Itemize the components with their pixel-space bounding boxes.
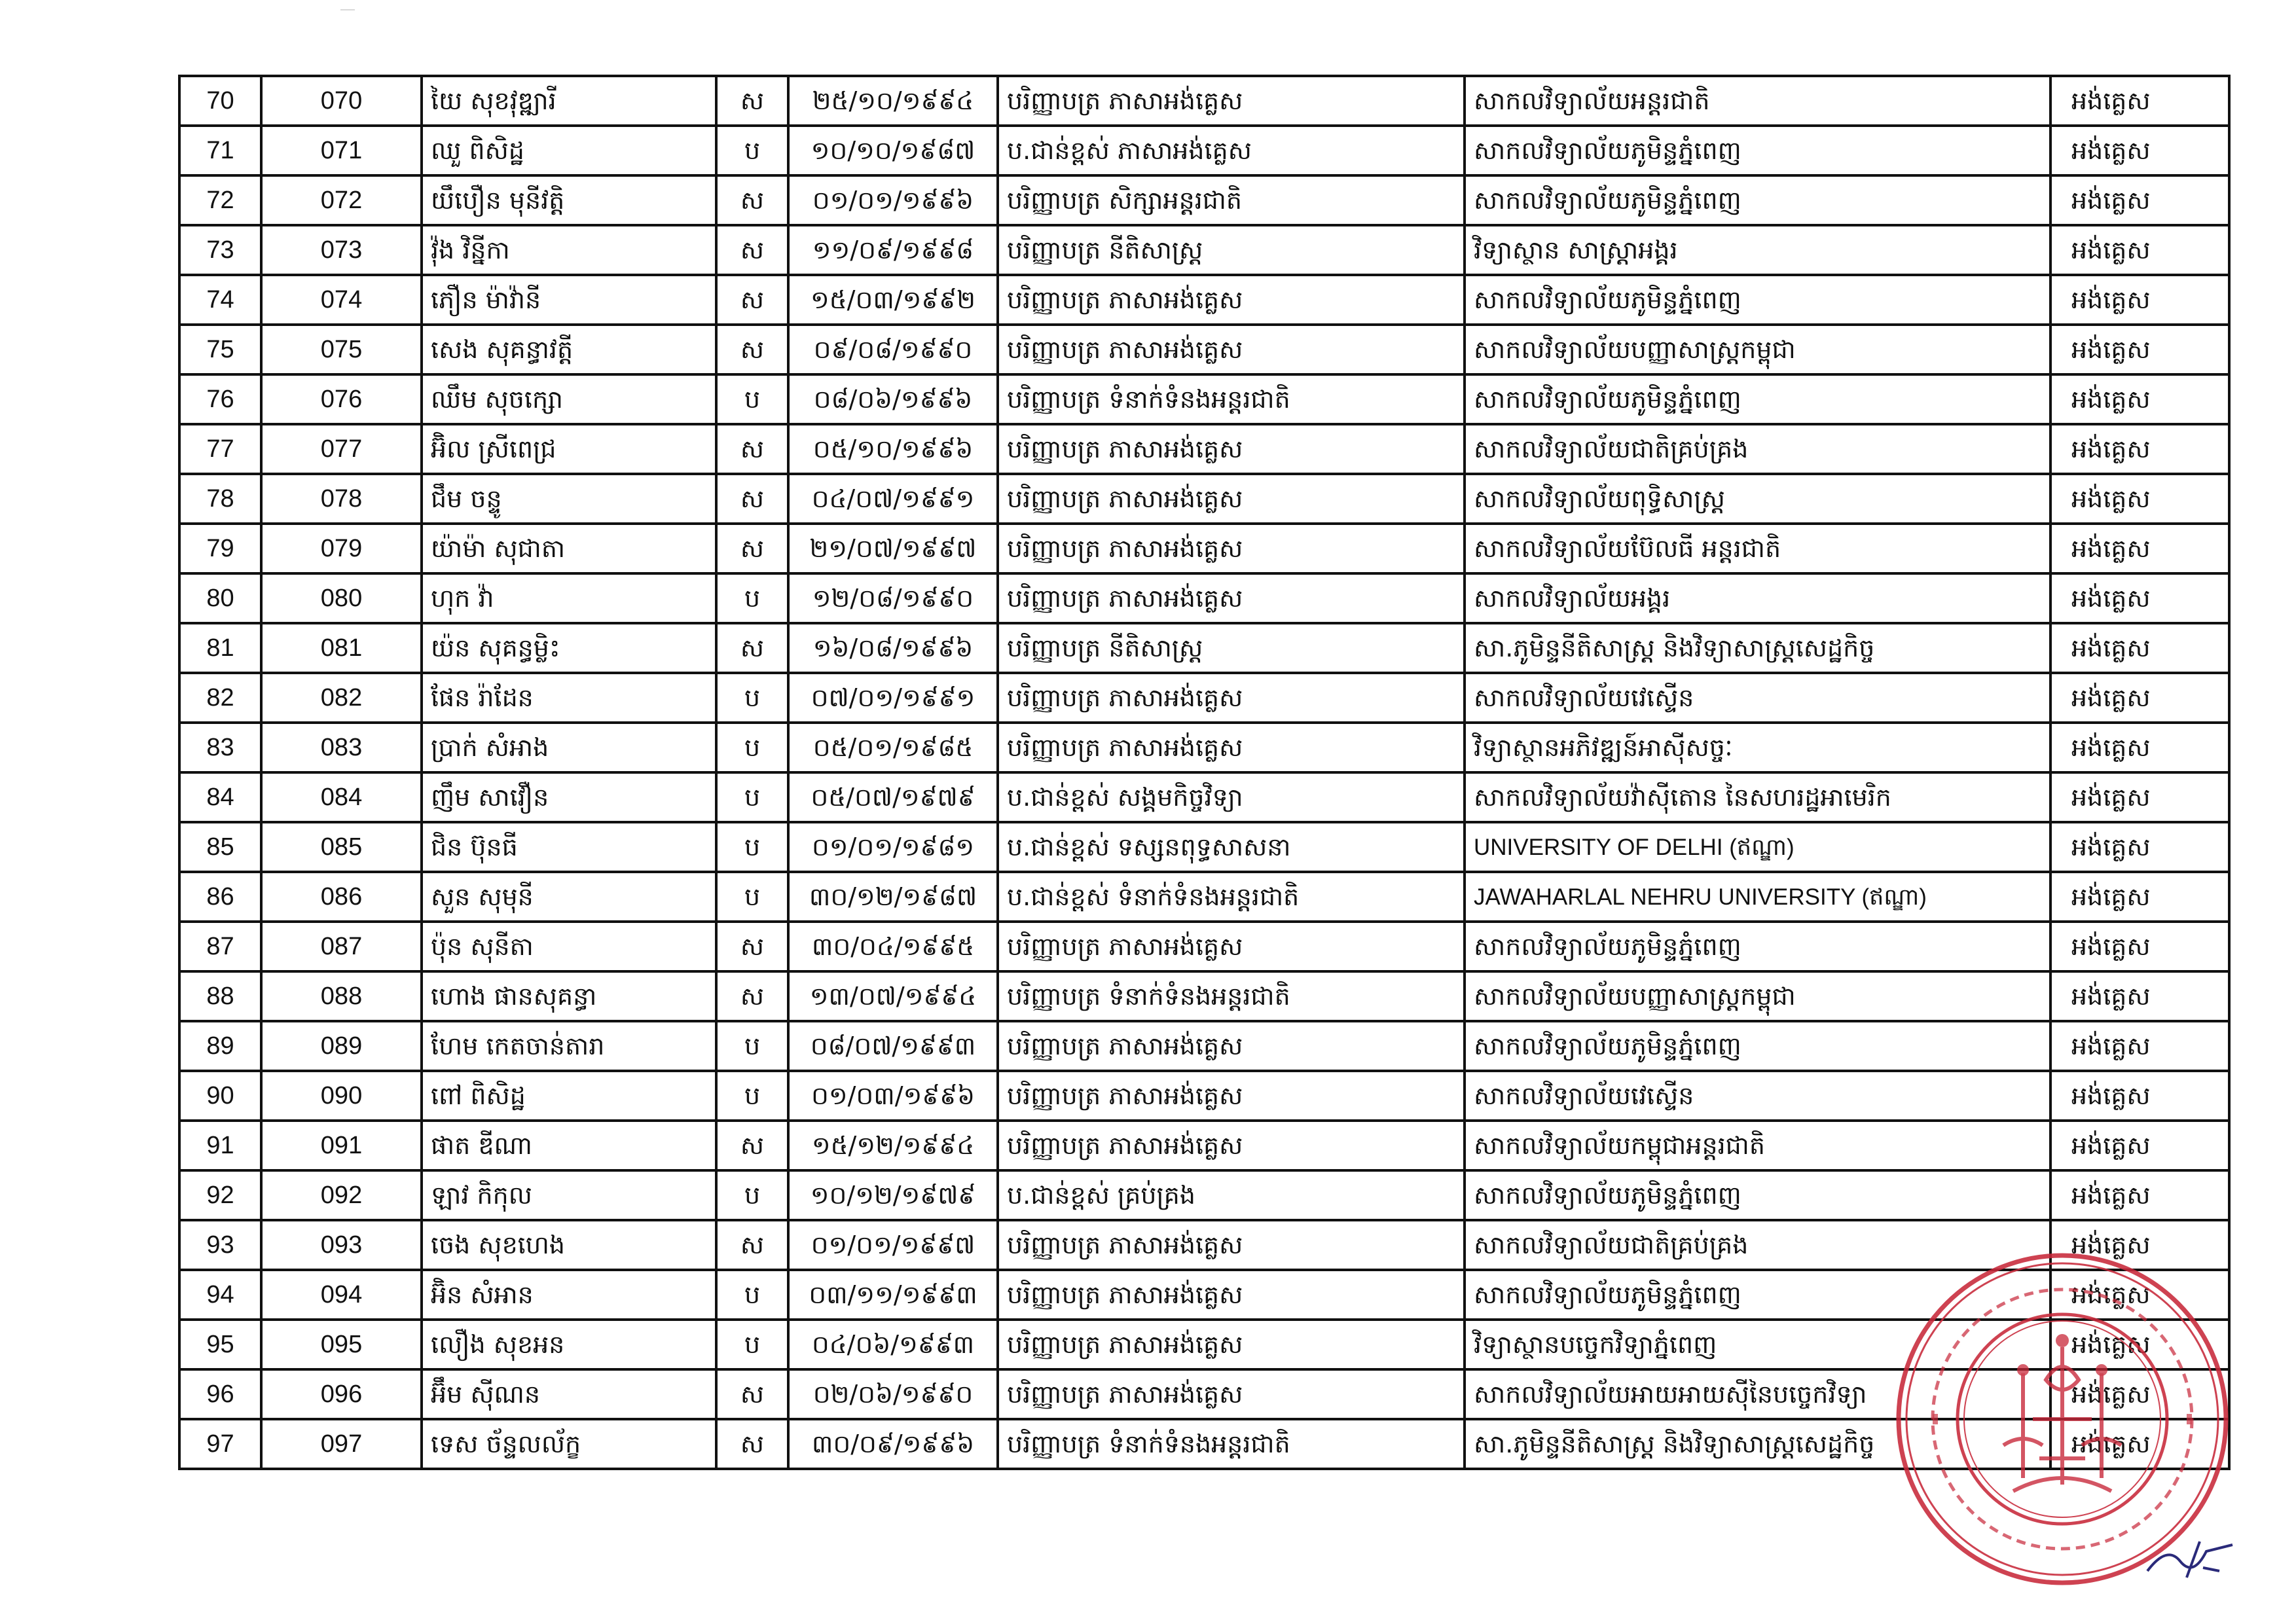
cell-name: យ៉ាម៉ា សុជាតា — [423, 525, 718, 575]
cell-code: 086 — [263, 873, 423, 923]
cell-name: ផែន រ៉ាដែន — [423, 674, 718, 724]
table-row — [181, 1122, 2231, 1172]
cell-name: ទេស ច័ន្ទលល័ក្ខ — [423, 1420, 718, 1470]
cell-sex: ប — [718, 1321, 790, 1371]
cell-dob: ២៥/១០/១៩៩៤ — [790, 77, 999, 127]
cell-dob: ២១/០៧/១៩៩៧ — [790, 525, 999, 575]
cell-degree: បរិញ្ញាបត្រ ភាសាអង់គ្លេស — [999, 425, 1466, 475]
cell-no: 88 — [181, 973, 263, 1022]
cell-code: 078 — [263, 475, 423, 525]
cell-language: អង់គ្លេស — [2052, 1172, 2231, 1221]
cell-sex: ស — [718, 425, 790, 475]
cell-code: 096 — [263, 1371, 423, 1420]
cell-degree: បរិញ្ញាបត្រ ភាសាអង់គ្លេស — [999, 1271, 1466, 1321]
cell-no: 93 — [181, 1221, 263, 1271]
cell-degree: បរិញ្ញាបត្រ នីតិសាស្ត្រ — [999, 624, 1466, 674]
cell-sex: ស — [718, 525, 790, 575]
table-row — [181, 624, 2231, 674]
cell-no: 82 — [181, 674, 263, 724]
cell-institution: សាកលវិទ្យាល័យភូមិន្ទភ្នំពេញ — [1466, 177, 2052, 226]
cell-name: ពៅ ពិសិដ្ឋ — [423, 1072, 718, 1122]
cell-dob: ៣០/០៩/១៩៩៦ — [790, 1420, 999, 1470]
cell-degree: បរិញ្ញាបត្រ ភាសាអង់គ្លេស — [999, 525, 1466, 575]
cell-institution: សាកលវិទ្យាល័យប៊ែលធី អន្តរជាតិ — [1466, 525, 2052, 575]
cell-sex: ប — [718, 376, 790, 425]
cell-name: ភឿន ម៉ាវ៉ានី — [423, 276, 718, 326]
cell-no: 94 — [181, 1271, 263, 1321]
cell-no: 71 — [181, 127, 263, 177]
cell-sex: ស — [718, 177, 790, 226]
cell-language: អង់គ្លេស — [2052, 425, 2231, 475]
cell-language: អង់គ្លេស — [2052, 1271, 2231, 1321]
table-row — [181, 674, 2231, 724]
cell-name: យៃ សុខវុឌ្ឍារី — [423, 77, 718, 127]
cell-dob: ១០/១០/១៩៨៧ — [790, 127, 999, 177]
cell-degree: បរិញ្ញាបត្រ ភាសាអង់គ្លេស — [999, 674, 1466, 724]
cell-name: ញឹម សាវឿន — [423, 774, 718, 823]
cell-dob: ០៨/០៧/១៩៩៣ — [790, 1022, 999, 1072]
cell-name: សេង សុគន្ធាវត្តី — [423, 326, 718, 376]
cell-dob: ០៤/០៦/១៩៩៣ — [790, 1321, 999, 1371]
cell-name: លឿង សុខអន — [423, 1321, 718, 1371]
table-row — [181, 1072, 2231, 1122]
cell-dob: ០១/០៣/១៩៩៦ — [790, 1072, 999, 1122]
cell-sex: ស — [718, 77, 790, 127]
cell-institution: សាកលវិទ្យាល័យវេស្ទើន — [1466, 1072, 2052, 1122]
cell-institution: សា.ភូមិន្ទនីតិសាស្ត្រ និងវិទ្យាសាស្ត្រសេដ្ឋកិច្ច — [1466, 1420, 2052, 1470]
cell-language: អង់គ្លេស — [2052, 575, 2231, 624]
table-row — [181, 276, 2231, 326]
cell-sex: ស — [718, 326, 790, 376]
cell-code: 095 — [263, 1321, 423, 1371]
cell-no: 86 — [181, 873, 263, 923]
cell-name: ចេង សុខហេង — [423, 1221, 718, 1271]
cell-code: 077 — [263, 425, 423, 475]
cell-degree: បរិញ្ញាបត្រ ភាសាអង់គ្លេស — [999, 575, 1466, 624]
cell-code: 072 — [263, 177, 423, 226]
cell-sex: ស — [718, 1122, 790, 1172]
cell-code: 087 — [263, 923, 423, 973]
table-row — [181, 77, 2231, 127]
cell-institution: JAWAHARLAL NEHRU UNIVERSITY (ឥណ្ឌា) — [1466, 873, 2052, 923]
cell-sex: ស — [718, 1420, 790, 1470]
cell-name: អ៊ិល ស្រីពេជ្រ — [423, 425, 718, 475]
cell-no: 89 — [181, 1022, 263, 1072]
cell-dob: ០៤/០៧/១៩៩១ — [790, 475, 999, 525]
cell-sex: ប — [718, 674, 790, 724]
cell-degree: បរិញ្ញាបត្រ ភាសាអង់គ្លេស — [999, 1221, 1466, 1271]
table-row — [181, 475, 2231, 525]
cell-code: 079 — [263, 525, 423, 575]
cell-dob: ១៥/០៣/១៩៩២ — [790, 276, 999, 326]
cell-name: ប្រាក់ សំអាង — [423, 724, 718, 774]
cell-no: 75 — [181, 326, 263, 376]
cell-dob: ០៥/០៧/១៩៧៩ — [790, 774, 999, 823]
cell-sex: ស — [718, 624, 790, 674]
cell-code: 076 — [263, 376, 423, 425]
cell-code: 097 — [263, 1420, 423, 1470]
cell-institution: សាកលវិទ្យាល័យអង្គរ — [1466, 575, 2052, 624]
cell-dob: ១១/០៩/១៩៩៨ — [790, 226, 999, 276]
cell-language: អង់គ្លេស — [2052, 1022, 2231, 1072]
cell-code: 083 — [263, 724, 423, 774]
cell-code: 089 — [263, 1022, 423, 1072]
cell-institution: សាកលវិទ្យាល័យពុទ្ធិសាស្ត្រ — [1466, 475, 2052, 525]
cell-name: សួន សុមុនី — [423, 873, 718, 923]
cell-institution: សាកលវិទ្យាល័យភូមិន្ទភ្នំពេញ — [1466, 1022, 2052, 1072]
cell-name: អ៊ឹម ស៊ីណន — [423, 1371, 718, 1420]
cell-degree: បរិញ្ញាបត្រ ទំនាក់ទំនងអន្តរជាតិ — [999, 376, 1466, 425]
cell-dob: ០៥/១០/១៩៩៦ — [790, 425, 999, 475]
cell-sex: ប — [718, 1271, 790, 1321]
cell-degree: បរិញ្ញាបត្រ ភាសាអង់គ្លេស — [999, 77, 1466, 127]
cell-institution: សាកលវិទ្យាល័យបញ្ញាសាស្ត្រកម្ពុជា — [1466, 326, 2052, 376]
cell-degree: បរិញ្ញាបត្រ នីតិសាស្ត្រ — [999, 226, 1466, 276]
cell-dob: ១៦/០៨/១៩៩៦ — [790, 624, 999, 674]
cell-sex: ប — [718, 724, 790, 774]
cell-code: 084 — [263, 774, 423, 823]
cell-language: អង់គ្លេស — [2052, 77, 2231, 127]
cell-language: អង់គ្លេស — [2052, 326, 2231, 376]
cell-language: អង់គ្លេស — [2052, 674, 2231, 724]
cell-sex: ប — [718, 1072, 790, 1122]
cell-language: អង់គ្លេស — [2052, 724, 2231, 774]
cell-institution: សាកលវិទ្យាល័យភូមិន្ទភ្នំពេញ — [1466, 276, 2052, 326]
cell-institution: UNIVERSITY OF DELHI (ឥណ្ឌា) — [1466, 823, 2052, 873]
cell-name: ប៉ុន សុនីតា — [423, 923, 718, 973]
cell-no: 74 — [181, 276, 263, 326]
cell-name: យ៉ន សុគន្ធម្លិះ — [423, 624, 718, 674]
cell-name: ឈឹម សុចក្សោ — [423, 376, 718, 425]
cell-institution: សាកលវិទ្យាល័យអាយអាយស៊ីនៃបច្ចេកវិទ្យា — [1466, 1371, 2052, 1420]
cell-sex: ប — [718, 774, 790, 823]
cell-degree: បរិញ្ញាបត្រ ភាសាអង់គ្លេស — [999, 1022, 1466, 1072]
cell-language: អង់គ្លេស — [2052, 1321, 2231, 1371]
table-row — [181, 774, 2231, 823]
cell-language: អង់គ្លេស — [2052, 823, 2231, 873]
cell-dob: ០១/០១/១៩៩៦ — [790, 177, 999, 226]
cell-no: 96 — [181, 1371, 263, 1420]
cell-degree: ប.ជាន់ខ្ពស់ សង្គមកិច្ចវិទ្យា — [999, 774, 1466, 823]
table-row — [181, 425, 2231, 475]
cell-language: អង់គ្លេស — [2052, 525, 2231, 575]
cell-institution: សាកលវិទ្យាល័យអន្តរជាតិ — [1466, 77, 2052, 127]
cell-code: 091 — [263, 1122, 423, 1172]
cell-institution: សា.ភូមិន្ទនីតិសាស្ត្រ និងវិទ្យាសាស្ត្រសេដ្ឋកិច្ច — [1466, 624, 2052, 674]
cell-name: ហោង ផានសុគន្ធា — [423, 973, 718, 1022]
cell-institution: វិទ្យាស្ថានបច្ចេកវិទ្យាភ្នំពេញ — [1466, 1321, 2052, 1371]
cell-dob: ០៧/០១/១៩៩១ — [790, 674, 999, 724]
cell-dob: ៣០/១២/១៩៨៧ — [790, 873, 999, 923]
cell-degree: បរិញ្ញាបត្រ ភាសាអង់គ្លេស — [999, 1371, 1466, 1420]
table-row — [181, 873, 2231, 923]
cell-sex: ស — [718, 973, 790, 1022]
cell-sex: ប — [718, 575, 790, 624]
cell-institution: សាកលវិទ្យាល័យភូមិន្ទភ្នំពេញ — [1466, 1271, 2052, 1321]
cell-degree: បរិញ្ញាបត្រ ភាសាអង់គ្លេស — [999, 326, 1466, 376]
cell-name: ឈួ ពិសិដ្ឋ — [423, 127, 718, 177]
table-row — [181, 326, 2231, 376]
cell-institution: សាកលវិទ្យាល័យភូមិន្ទភ្នំពេញ — [1466, 376, 2052, 425]
cell-dob: ០១/០១/១៩៨១ — [790, 823, 999, 873]
cell-code: 088 — [263, 973, 423, 1022]
cell-institution: សាកលវិទ្យាល័យជាតិគ្រប់គ្រង — [1466, 425, 2052, 475]
cell-institution: វិទ្យាស្ថានអភិវឌ្ឍន៍អាស៊ីសច្ចៈ — [1466, 724, 2052, 774]
cell-no: 87 — [181, 923, 263, 973]
cell-institution: វិទ្យាស្ថាន សាស្ត្រាអង្គរ — [1466, 226, 2052, 276]
cell-code: 071 — [263, 127, 423, 177]
cell-no: 79 — [181, 525, 263, 575]
cell-degree: បរិញ្ញាបត្រ ទំនាក់ទំនងអន្តរជាតិ — [999, 973, 1466, 1022]
table-row — [181, 923, 2231, 973]
cell-degree: បរិញ្ញាបត្រ ភាសាអង់គ្លេស — [999, 276, 1466, 326]
cell-language: អង់គ្លេស — [2052, 1072, 2231, 1122]
cell-language: អង់គ្លេស — [2052, 226, 2231, 276]
cell-dob: ០៩/០៨/១៩៩០ — [790, 326, 999, 376]
cell-language: អង់គ្លេស — [2052, 376, 2231, 425]
table-row — [181, 575, 2231, 624]
cell-sex: ស — [718, 475, 790, 525]
cell-institution: សាកលវិទ្យាល័យភូមិន្ទភ្នំពេញ — [1466, 923, 2052, 973]
cell-no: 72 — [181, 177, 263, 226]
cell-degree: បរិញ្ញាបត្រ ភាសាអង់គ្លេស — [999, 923, 1466, 973]
cell-degree: បរិញ្ញាបត្រ ភាសាអង់គ្លេស — [999, 724, 1466, 774]
cell-sex: ប — [718, 823, 790, 873]
cell-name: វ៉ុង វិន្នីកា — [423, 226, 718, 276]
cell-degree: បរិញ្ញាបត្រ សិក្សាអន្តរជាតិ — [999, 177, 1466, 226]
cell-dob: ១០/១២/១៩៧៩ — [790, 1172, 999, 1221]
cell-language: អង់គ្លេស — [2052, 873, 2231, 923]
table-row — [181, 127, 2231, 177]
cell-degree: បរិញ្ញាបត្រ ភាសាអង់គ្លេស — [999, 1072, 1466, 1122]
cell-sex: ប — [718, 1172, 790, 1221]
cell-no: 77 — [181, 425, 263, 475]
table-row — [181, 724, 2231, 774]
cell-code: 070 — [263, 77, 423, 127]
cell-sex: ប — [718, 873, 790, 923]
cell-language: អង់គ្លេស — [2052, 127, 2231, 177]
cell-language: អង់គ្លេស — [2052, 973, 2231, 1022]
cell-degree: បរិញ្ញាបត្រ ភាសាអង់គ្លេស — [999, 1122, 1466, 1172]
cell-dob: ០៥/០១/១៩៨៥ — [790, 724, 999, 774]
cell-sex: ស — [718, 276, 790, 326]
cell-no: 90 — [181, 1072, 263, 1122]
cell-dob: ០១/០១/១៩៩៧ — [790, 1221, 999, 1271]
signature — [2141, 1532, 2239, 1584]
cell-language: អង់គ្លេស — [2052, 1122, 2231, 1172]
cell-institution: សាកលវិទ្យាល័យបញ្ញាសាស្ត្រកម្ពុជា — [1466, 973, 2052, 1022]
cell-institution: សាកលវិទ្យាល័យកម្ពុជាអន្តរជាតិ — [1466, 1122, 2052, 1172]
cell-no: 85 — [181, 823, 263, 873]
cell-language: អង់គ្លេស — [2052, 1221, 2231, 1271]
table-row — [181, 525, 2231, 575]
cell-dob: ៣០/០៤/១៩៩៥ — [790, 923, 999, 973]
cell-dob: ០៨/០៦/១៩៩៦ — [790, 376, 999, 425]
cell-institution: សាកលវិទ្យាល័យភូមិន្ទភ្នំពេញ — [1466, 1172, 2052, 1221]
cell-code: 073 — [263, 226, 423, 276]
cell-code: 080 — [263, 575, 423, 624]
cell-dob: ១៥/១២/១៩៩៤ — [790, 1122, 999, 1172]
cell-language: អង់គ្លេស — [2052, 624, 2231, 674]
cell-degree: បរិញ្ញាបត្រ ទំនាក់ទំនងអន្តរជាតិ — [999, 1420, 1466, 1470]
cell-language: អង់គ្លេស — [2052, 774, 2231, 823]
cell-language: អង់គ្លេស — [2052, 923, 2231, 973]
table-row — [181, 823, 2231, 873]
cell-no: 76 — [181, 376, 263, 425]
cell-name: ជិន ប៊ុនធី — [423, 823, 718, 873]
cell-sex: ប — [718, 1022, 790, 1072]
cell-degree: បរិញ្ញាបត្រ ភាសាអង់គ្លេស — [999, 1321, 1466, 1371]
cell-sex: ប — [718, 127, 790, 177]
cell-institution: សាកលវិទ្យាល័យវេស្ទើន — [1466, 674, 2052, 724]
cell-sex: ស — [718, 923, 790, 973]
cell-dob: ១៣/០៧/១៩៩៤ — [790, 973, 999, 1022]
scan-mark — [340, 9, 355, 10]
cell-no: 78 — [181, 475, 263, 525]
cell-sex: ស — [718, 226, 790, 276]
cell-institution: សាកលវិទ្យាល័យភូមិន្ទភ្នំពេញ — [1466, 127, 2052, 177]
table-row — [181, 376, 2231, 425]
table-row — [181, 226, 2231, 276]
cell-name: ជឹម ចន្ទូ — [423, 475, 718, 525]
cell-institution: សាកលវិទ្យាល័យវ៉ាស៊ីតោន នៃសហរដ្ឋអាមេរិក — [1466, 774, 2052, 823]
cell-no: 81 — [181, 624, 263, 674]
cell-institution: សាកលវិទ្យាល័យជាតិគ្រប់គ្រង — [1466, 1221, 2052, 1271]
cell-no: 70 — [181, 77, 263, 127]
cell-no: 84 — [181, 774, 263, 823]
table-row — [181, 177, 2231, 226]
cell-no: 73 — [181, 226, 263, 276]
cell-name: ហែម កេតចាន់តារា — [423, 1022, 718, 1072]
table-row — [181, 973, 2231, 1022]
cell-no: 83 — [181, 724, 263, 774]
cell-no: 91 — [181, 1122, 263, 1172]
cell-name: ហុក វ៉ា — [423, 575, 718, 624]
cell-language: អង់គ្លេស — [2052, 475, 2231, 525]
table-row — [181, 1172, 2231, 1221]
cell-language: អង់គ្លេស — [2052, 276, 2231, 326]
cell-language: អង់គ្លេស — [2052, 177, 2231, 226]
cell-degree: ប.ជាន់ខ្ពស់ ទំនាក់ទំនងអន្តរជាតិ — [999, 873, 1466, 923]
cell-code: 090 — [263, 1072, 423, 1122]
cell-code: 094 — [263, 1271, 423, 1321]
cell-code: 092 — [263, 1172, 423, 1221]
cell-dob: ០២/០៦/១៩៩០ — [790, 1371, 999, 1420]
cell-degree: បរិញ្ញាបត្រ ភាសាអង់គ្លេស — [999, 475, 1466, 525]
cell-name: ឡាវ កិកុល — [423, 1172, 718, 1221]
cell-dob: ០៣/១១/១៩៩៣ — [790, 1271, 999, 1321]
cell-sex: ស — [718, 1371, 790, 1420]
cell-language: អង់គ្លេស — [2052, 1371, 2231, 1420]
cell-code: 075 — [263, 326, 423, 376]
cell-code: 081 — [263, 624, 423, 674]
cell-degree: ប.ជាន់ខ្ពស់ គ្រប់គ្រង — [999, 1172, 1466, 1221]
cell-no: 95 — [181, 1321, 263, 1371]
cell-degree: ប.ជាន់ខ្ពស់ ទស្សនពុទ្ធសាសនា — [999, 823, 1466, 873]
cell-code: 074 — [263, 276, 423, 326]
table-row — [181, 1022, 2231, 1072]
cell-name: ផាត ឌីណា — [423, 1122, 718, 1172]
cell-dob: ១២/០៨/១៩៩០ — [790, 575, 999, 624]
cell-code: 093 — [263, 1221, 423, 1271]
cell-language: អង់គ្លេស — [2052, 1420, 2231, 1470]
cell-no: 97 — [181, 1420, 263, 1470]
cell-sex: ស — [718, 1221, 790, 1271]
cell-name: យឹបឿន មុនីវត្តិ — [423, 177, 718, 226]
cell-code: 085 — [263, 823, 423, 873]
cell-degree: ប.ជាន់ខ្ពស់ ភាសាអង់គ្លេស — [999, 127, 1466, 177]
cell-code: 082 — [263, 674, 423, 724]
cell-name: អ៊ិន សំអាន — [423, 1271, 718, 1321]
cell-no: 80 — [181, 575, 263, 624]
cell-no: 92 — [181, 1172, 263, 1221]
